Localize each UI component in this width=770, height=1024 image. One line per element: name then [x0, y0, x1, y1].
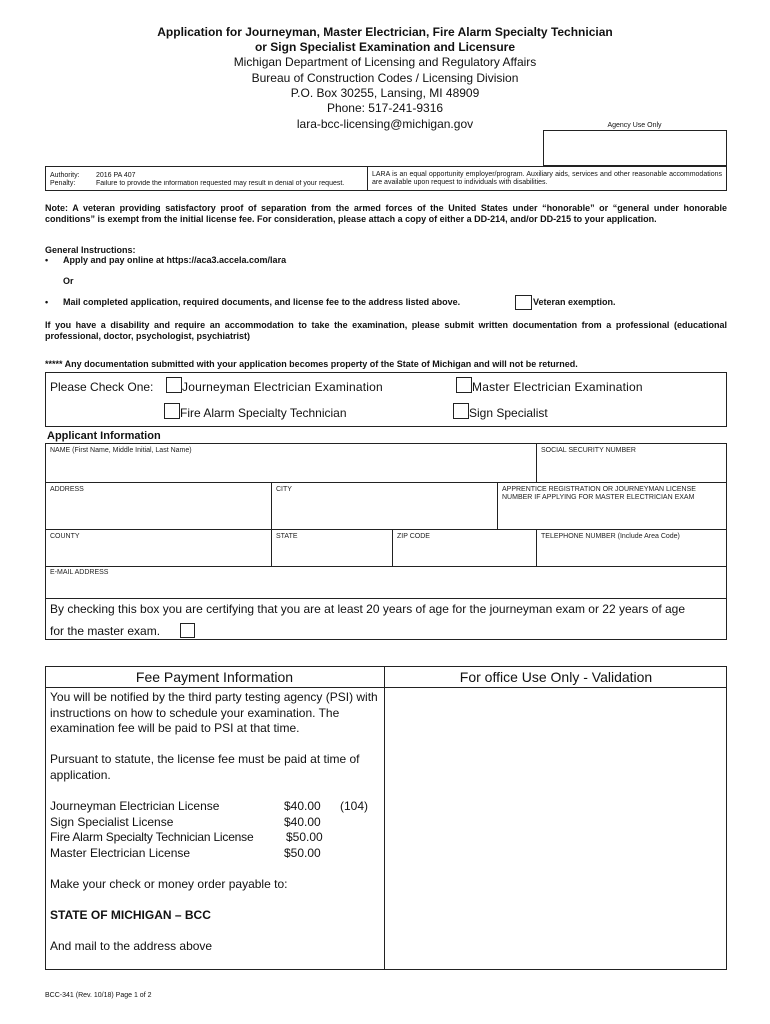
veteran-exemption-label: Veteran exemption. [533, 297, 616, 307]
journeyman-exam-label: Journeyman Electrician Examination [182, 380, 383, 394]
lara-eoe-text: LARA is an equal opportunity employer/program. Auxiliary aids, services and other reasonable accommodations are available upon request to individuals with disabilities. [372, 171, 722, 186]
journeyman-exam-checkbox[interactable] [166, 377, 182, 393]
form-footer: BCC-341 (Rev. 10/18) Page 1 of 2 [45, 992, 152, 999]
age-certification-text: By checking this box you are certifying that you are at least 20 years of age for the journeyman exam or 22 years of age [50, 602, 686, 616]
fire-alarm-checkbox[interactable] [164, 403, 180, 419]
po-box: P.O. Box 30255, Lansing, MI 48909 [290, 86, 480, 100]
age-certification-text-2: for the master exam. [50, 624, 161, 638]
bullet-dot: • [45, 255, 49, 265]
telephone-field[interactable] [537, 543, 726, 566]
penalty-label: Penalty: [50, 180, 76, 187]
apprentice-number-field[interactable] [498, 504, 726, 529]
email-field[interactable] [46, 579, 726, 598]
form-title-line1: Application for Journeyman, Master Electrician, Fire Alarm Specialty Technician [157, 25, 613, 39]
fee-item-amount: $40.00 [284, 815, 321, 829]
ssn-field[interactable] [537, 457, 726, 482]
phone: Phone: 517-241-9316 [326, 101, 444, 115]
zip-field[interactable] [393, 543, 535, 566]
instructions-heading: General Instructions: [45, 245, 136, 255]
telephone-label: TELEPHONE NUMBER (Include Area Code) [541, 533, 680, 540]
disability-note: If you have a disability and require an accommodation to take the examination, please submit written documentation from a professional (educational professional, doctor, psychologist, psychiatrist) [45, 320, 727, 341]
zip-label: ZIP CODE [397, 533, 430, 540]
authority-label: Authority: [50, 172, 80, 179]
fee-item-name: Journeyman Electrician License [50, 799, 220, 813]
fee-item-name: Sign Specialist License [50, 815, 174, 829]
penalty-value: Failure to provide the information requested may result in denial of your request. [96, 180, 345, 187]
agency-use-label: Agency Use Only [607, 122, 662, 129]
name-label: NAME (First Name, Middle Initial, Last Name) [50, 447, 192, 454]
veteran-note: Note: A veteran providing satisfactory proof of separation from the armed forces of the United States under “honorable” or “general under honorable conditions” is exempt from the initial license fee. For consideration, please attach a copy of either a DD-214, and/or DD-215 to your application. [45, 203, 727, 224]
city-label: CITY [276, 486, 292, 493]
master-exam-checkbox[interactable] [456, 377, 472, 393]
authority-value: 2016 PA 407 [96, 172, 136, 179]
sign-specialist-label: Sign Specialist [469, 406, 548, 420]
form-title-line2: or Sign Specialist Examination and Licensure [254, 40, 516, 54]
department: Michigan Department of Licensing and Regulatory Affairs [233, 55, 537, 69]
mail-instruction: Mail completed application, required documents, and license fee to the address listed above. [63, 297, 461, 307]
office-use-heading: For office Use Only - Validation [459, 669, 653, 685]
sign-specialist-checkbox[interactable] [453, 403, 469, 419]
county-field[interactable] [46, 543, 270, 566]
email-contact: lara-bcc-licensing@michigan.gov [296, 117, 474, 131]
apprentice-number-label: APPRENTICE REGISTRATION OR JOURNEYMAN LICENSE NUMBER IF APPLYING FOR MASTER ELECTRICIAN EXAM [502, 486, 696, 501]
fire-alarm-label: Fire Alarm Specialty Technician [180, 406, 347, 420]
fee-item-code: (104) [340, 799, 369, 813]
fee-payment-heading: Fee Payment Information [135, 669, 294, 685]
ssn-label: SOCIAL SECURITY NUMBER [541, 447, 636, 454]
property-note: ***** Any documentation submitted with your application becomes property of the State of Michigan and will not be returned. [45, 359, 578, 369]
state-field[interactable] [272, 543, 391, 566]
or-text: Or [63, 276, 74, 286]
bureau: Bureau of Construction Codes / Licensing Division [251, 71, 519, 85]
agency-use-box [543, 130, 727, 166]
fee-item-amount: $50.00 [284, 846, 321, 860]
county-label: COUNTY [50, 533, 80, 540]
age-certification-checkbox[interactable] [180, 623, 195, 638]
veteran-exemption-checkbox[interactable] [515, 295, 532, 310]
psi-notification-text: You will be notified by the third party testing agency (PSI) with instructions on how to schedule your examination. The examination fee will be paid to PSI at that time. [50, 690, 378, 735]
address-label: ADDRESS [50, 486, 84, 493]
state-label: STATE [276, 533, 298, 540]
master-exam-label: Master Electrician Examination [472, 380, 643, 394]
fee-item-amount: $50.00 [286, 830, 323, 844]
mail-instruction-2: And mail to the address above [50, 939, 213, 953]
email-label: E-MAIL ADDRESS [50, 569, 109, 576]
payable-instruction: Make your check or money order payable to: [50, 877, 288, 891]
fee-item-amount: $40.00 [284, 799, 321, 813]
statute-text: Pursuant to statute, the license fee must be paid at time of application. [50, 752, 360, 782]
fee-item-name: Master Electrician License [50, 846, 191, 860]
office-validation-area [386, 688, 726, 969]
check-one-prompt: Please Check One: [50, 380, 154, 394]
online-instruction: Apply and pay online at https://aca3.accela.com/lara [63, 255, 287, 265]
city-field[interactable] [272, 496, 496, 529]
bullet-dot: • [45, 297, 49, 307]
fee-item-name: Fire Alarm Specialty Technician License [50, 830, 254, 844]
name-field[interactable] [46, 457, 535, 482]
address-field[interactable] [46, 496, 270, 529]
payee-name: STATE OF MICHIGAN – BCC [50, 908, 211, 922]
applicant-info-heading: Applicant Information [47, 430, 161, 442]
